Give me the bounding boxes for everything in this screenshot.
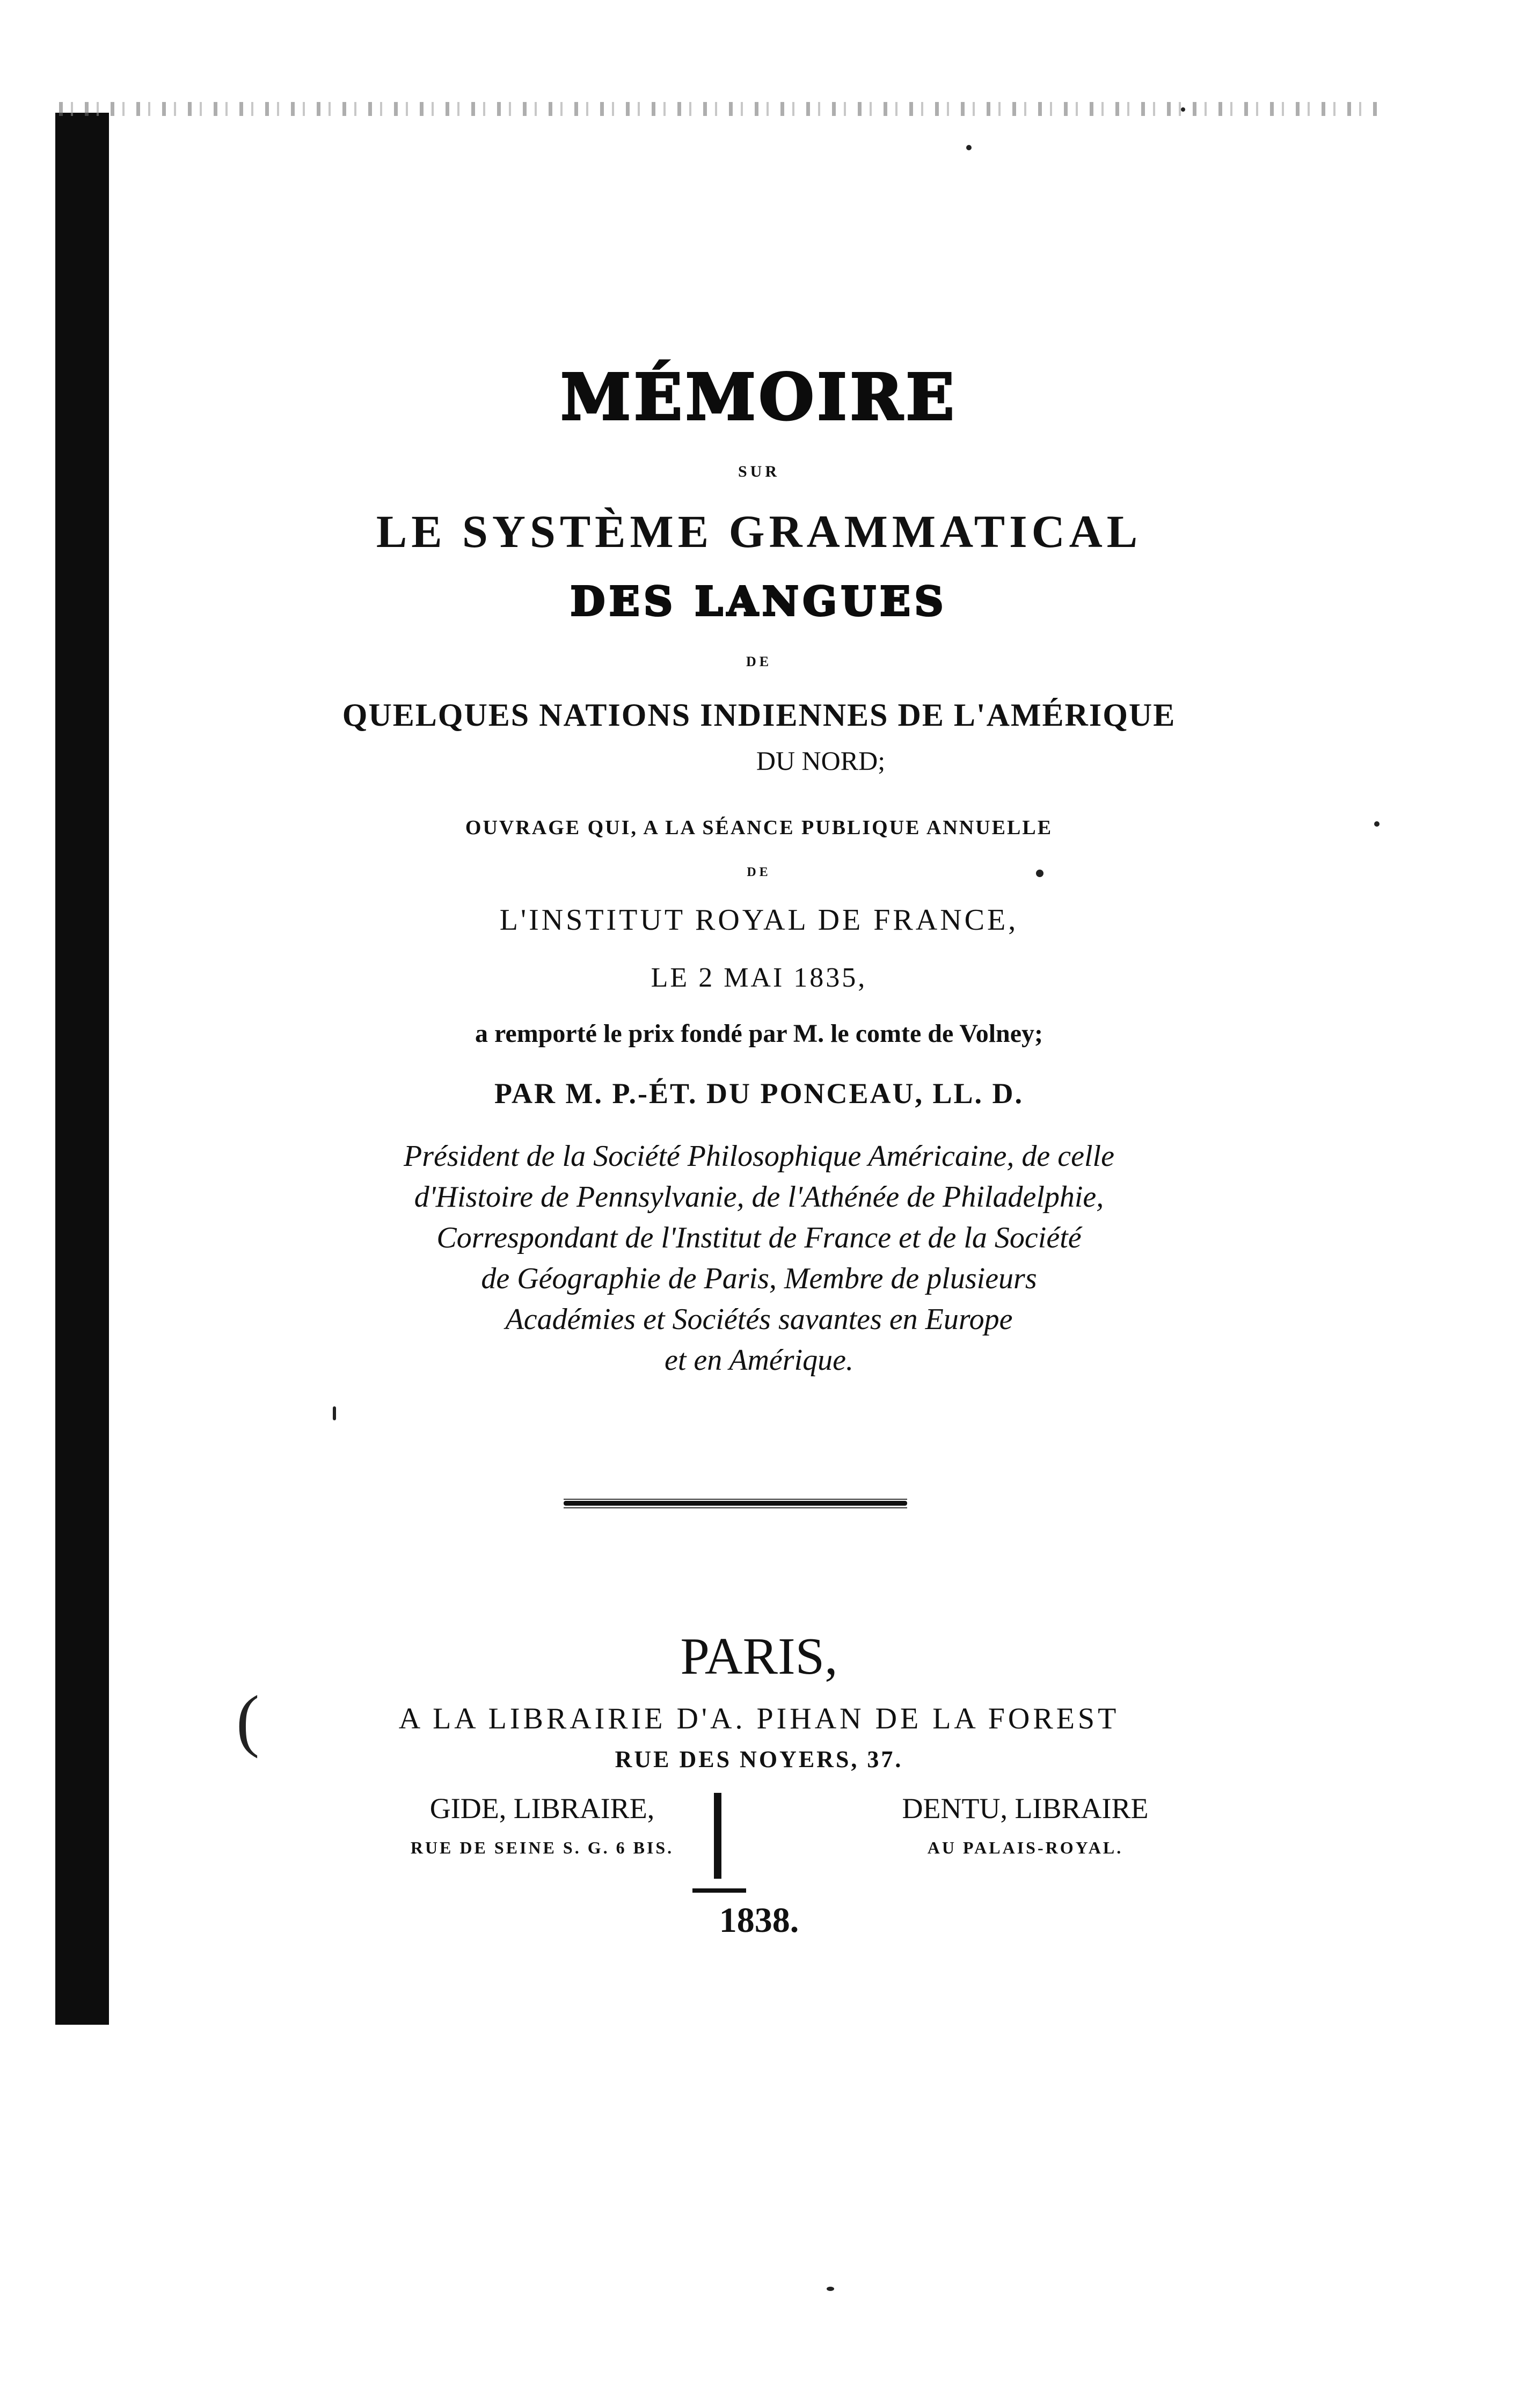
credentials-line: d'Histoire de Pennsylvanie, de l'Athénée de Philadelphie, — [414, 1180, 1104, 1214]
credentials-line: Académies et Sociétés savantes en Europe — [505, 1303, 1013, 1336]
scan-speck — [966, 145, 972, 150]
seller-right-name: DENTU, LIBRAIRE — [902, 1792, 1149, 1825]
scan-speck — [827, 2287, 834, 2291]
title-main: MÉMOIRE — [560, 360, 958, 434]
ornamental-rule — [564, 1499, 907, 1508]
title-des-langues: DES LANGUES — [570, 579, 948, 625]
imprint-publisher-address: RUE DES NOYERS, 37. — [615, 1746, 903, 1772]
title-subject: LE SYSTÈME GRAMMATICAL — [376, 506, 1142, 557]
ouvrage-line: OUVRAGE QUI, A LA SÉANCE PUBLIQUE ANNUELLE — [465, 816, 1053, 839]
credentials-line: et en Amérique. — [665, 1344, 853, 1377]
title-de-1: DE — [746, 654, 772, 669]
title-nations-line-2: DU NORD; — [756, 746, 886, 776]
scan-mark: ( — [236, 1682, 260, 1759]
column-divider — [714, 1793, 721, 1879]
credentials-line: Président de la Société Philosophique Américaine, de celle — [404, 1140, 1114, 1173]
imprint-publisher: A LA LIBRAIRIE D'A. PIHAN DE LA FOREST — [398, 1702, 1120, 1735]
credentials-line: de Géographie de Paris, Membre de plusieurs — [481, 1262, 1037, 1295]
seller-left-name: GIDE, LIBRAIRE, — [429, 1792, 655, 1825]
title-nations-line: QUELQUES NATIONS INDIENNES DE L'AMÉRIQUE — [342, 697, 1176, 733]
rule-thick — [564, 1501, 907, 1506]
author-line: PAR M. P.-ÉT. DU PONCEAU, LL. D. — [494, 1077, 1024, 1110]
scan-speck — [333, 1406, 336, 1420]
scan-speck — [1181, 107, 1185, 112]
credentials-line: Correspondant de l'Institut de France et de la Société — [436, 1221, 1082, 1254]
prize-line: a remporté le prix fondé par M. le comte de Volney; — [475, 1019, 1043, 1048]
date-line: LE 2 MAI 1835, — [651, 962, 867, 993]
imprint-year: 1838. — [719, 1901, 799, 1940]
imprint-city: PARIS, — [680, 1628, 838, 1685]
year-rule — [692, 1888, 746, 1893]
ouvrage-de-2: DE — [747, 865, 771, 879]
seller-left-address: RUE DE SEINE S. G. 6 BIS. — [410, 1838, 674, 1857]
seller-right-address: AU PALAIS-ROYAL. — [927, 1838, 1123, 1857]
rule-thin-top — [564, 1499, 907, 1500]
institut-line: L'INSTITUT ROYAL DE FRANCE, — [499, 903, 1019, 937]
rule-thin-bottom — [564, 1507, 907, 1508]
title-sur: SUR — [738, 463, 780, 480]
